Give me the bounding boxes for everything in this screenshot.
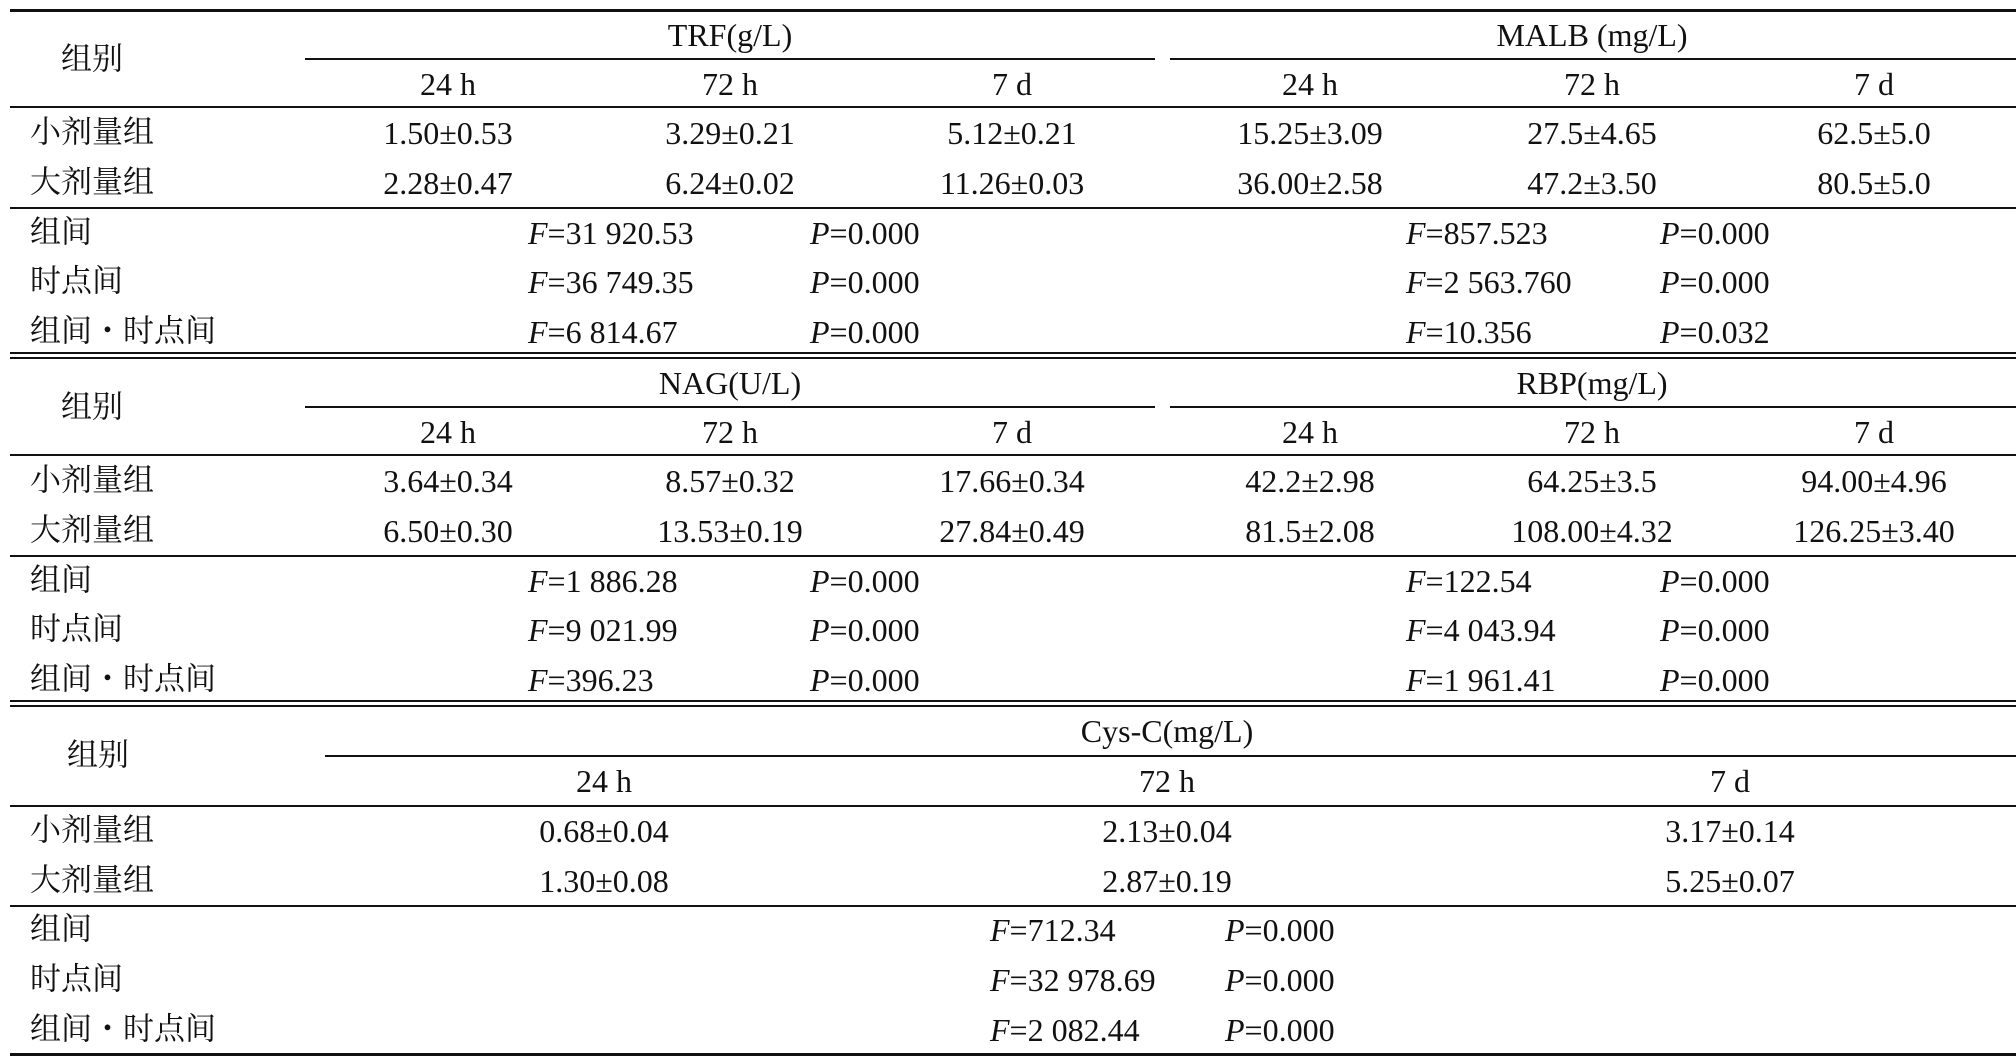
- time-header: 7 d: [1710, 763, 1750, 799]
- equals-sign: =: [547, 215, 566, 251]
- stats-right-f-stat: [1406, 565, 1532, 597]
- f-value: 6 814.67: [565, 314, 678, 350]
- stats-cysc-p-stat: [1225, 914, 1335, 946]
- stats-right-p-stat: [1660, 614, 1770, 646]
- f-symbol: F: [990, 912, 1010, 948]
- stats-cysc-f-stat: [990, 1014, 1140, 1046]
- time-header: 7 d: [1854, 414, 1894, 450]
- stats-left-f-stat: [528, 565, 678, 597]
- f-value: 1 886.28: [565, 563, 678, 599]
- row-label-large-dose: 大剂量组: [30, 164, 154, 201]
- stats-left-f-stat: [528, 217, 694, 249]
- equals-sign: =: [1244, 912, 1263, 948]
- value-cell: 3.64±0.34: [383, 463, 513, 499]
- equals-sign: =: [1009, 912, 1028, 948]
- stats-right-p-stat: [1660, 217, 1770, 249]
- group-header: 组别: [61, 389, 123, 426]
- value-cell: 27.84±0.49: [939, 513, 1085, 549]
- equals-sign: =: [1425, 662, 1444, 698]
- value-cell: 15.25±3.09: [1237, 115, 1383, 151]
- group-header: 组别: [67, 737, 129, 774]
- p-symbol: P: [1660, 264, 1680, 300]
- stats-left-p-stat: [810, 565, 920, 597]
- stats-right-p-stat: [1660, 316, 1770, 348]
- equals-sign: =: [1679, 662, 1698, 698]
- p-symbol: P: [810, 215, 830, 251]
- value-cell: 94.00±4.96: [1801, 463, 1947, 499]
- equals-sign: =: [547, 563, 566, 599]
- p-value: 0.000: [847, 612, 920, 648]
- p-symbol: P: [1225, 1012, 1245, 1048]
- value-cell: 0.68±0.04: [539, 813, 669, 849]
- panel-separator: [10, 705, 2016, 707]
- stats-right-p-stat: [1660, 664, 1770, 696]
- value-cell: 13.53±0.19: [657, 513, 803, 549]
- time-header: 7 d: [992, 414, 1032, 450]
- value-cell: 47.2±3.50: [1527, 165, 1657, 201]
- stats-right-p-stat: [1660, 266, 1770, 298]
- equals-sign: =: [1679, 215, 1698, 251]
- p-symbol: P: [810, 612, 830, 648]
- value-cell: 126.25±3.40: [1793, 513, 1955, 549]
- row-label-small-dose: 小剂量组: [30, 462, 154, 499]
- value-cell: 1.50±0.53: [383, 115, 513, 151]
- stats-left-p-stat: [810, 266, 920, 298]
- equals-sign: =: [547, 264, 566, 300]
- f-symbol: F: [528, 314, 548, 350]
- value-cell: 64.25±3.5: [1527, 463, 1657, 499]
- header-subrule-cysc: [325, 755, 2016, 757]
- stats-left-p-stat: [810, 614, 920, 646]
- f-value: 712.34: [1027, 912, 1116, 948]
- equals-sign: =: [1244, 1012, 1263, 1048]
- p-value: 0.000: [1697, 264, 1770, 300]
- f-symbol: F: [1406, 612, 1426, 648]
- stats-left-f-stat: [528, 266, 694, 298]
- p-value: 0.032: [1697, 314, 1770, 350]
- equals-sign: =: [1425, 563, 1444, 599]
- equals-sign: =: [1679, 612, 1698, 648]
- value-cell: 81.5±2.08: [1245, 513, 1375, 549]
- equals-sign: =: [1244, 962, 1263, 998]
- stats-right-f-stat: [1406, 614, 1556, 646]
- equals-sign: =: [1679, 264, 1698, 300]
- panel-separator: [10, 357, 2016, 359]
- row-label-between-group: 组间: [30, 911, 92, 948]
- header-subrule-left: [305, 58, 1155, 60]
- value-cell: 2.28±0.47: [383, 165, 513, 201]
- p-value: 0.000: [1697, 662, 1770, 698]
- top-rule: [10, 9, 2016, 12]
- equals-sign: =: [547, 612, 566, 648]
- f-value: 10.356: [1443, 314, 1532, 350]
- p-value: 0.000: [1262, 962, 1335, 998]
- p-symbol: P: [1660, 563, 1680, 599]
- f-value: 122.54: [1443, 563, 1532, 599]
- row-label-interaction: 组间・时点间: [30, 313, 216, 350]
- data-bottom-rule: [10, 905, 2016, 907]
- f-symbol: F: [1406, 662, 1426, 698]
- time-header: 24 h: [420, 66, 476, 102]
- value-cell: 6.24±0.02: [665, 165, 795, 201]
- time-header: 72 h: [1564, 414, 1620, 450]
- row-label-between-group: 组间: [30, 214, 92, 251]
- data-bottom-rule: [10, 207, 2016, 209]
- equals-sign: =: [829, 662, 848, 698]
- p-value: 0.000: [1697, 563, 1770, 599]
- p-value: 0.000: [847, 314, 920, 350]
- time-header: 24 h: [1282, 66, 1338, 102]
- group-header: 组别: [61, 41, 123, 78]
- time-header: 7 d: [992, 66, 1032, 102]
- value-cell: 11.26±0.03: [939, 165, 1085, 201]
- value-cell: 36.00±2.58: [1237, 165, 1383, 201]
- equals-sign: =: [1425, 314, 1444, 350]
- value-cell: 17.66±0.34: [939, 463, 1085, 499]
- f-value: 36 749.35: [565, 264, 694, 300]
- f-symbol: F: [528, 612, 548, 648]
- time-header: 24 h: [576, 763, 632, 799]
- measure-header-left: TRF(g/L): [667, 17, 793, 53]
- equals-sign: =: [829, 563, 848, 599]
- value-cell: 8.57±0.32: [665, 463, 795, 499]
- time-header: 72 h: [702, 66, 758, 102]
- stats-right-f-stat: [1406, 266, 1572, 298]
- panel-separator: [10, 352, 2016, 354]
- stats-cysc-p-stat: [1225, 1014, 1335, 1046]
- f-symbol: F: [990, 962, 1010, 998]
- f-value: 9 021.99: [565, 612, 678, 648]
- stats-right-f-stat: [1406, 664, 1556, 696]
- p-symbol: P: [1660, 662, 1680, 698]
- time-header: 24 h: [420, 414, 476, 450]
- p-symbol: P: [1660, 215, 1680, 251]
- time-header: 7 d: [1854, 66, 1894, 102]
- p-value: 0.000: [847, 563, 920, 599]
- f-symbol: F: [990, 1012, 1010, 1048]
- f-symbol: F: [528, 662, 548, 698]
- f-symbol: F: [1406, 563, 1426, 599]
- equals-sign: =: [1009, 1012, 1028, 1048]
- value-cell: 1.30±0.08: [539, 863, 669, 899]
- value-cell: 6.50±0.30: [383, 513, 513, 549]
- f-symbol: F: [528, 563, 548, 599]
- row-label-interaction: 组间・时点间: [30, 1011, 216, 1048]
- f-value: 857.523: [1443, 215, 1548, 251]
- p-value: 0.000: [847, 264, 920, 300]
- f-symbol: F: [1406, 215, 1426, 251]
- row-label-small-dose: 小剂量组: [30, 812, 154, 849]
- stats-left-f-stat: [528, 316, 678, 348]
- header-subrule-left: [305, 406, 1155, 408]
- equals-sign: =: [1425, 264, 1444, 300]
- equals-sign: =: [547, 314, 566, 350]
- p-symbol: P: [810, 264, 830, 300]
- measure-header-right: MALB (mg/L): [1496, 17, 1688, 53]
- equals-sign: =: [1679, 314, 1698, 350]
- time-header: 72 h: [1139, 763, 1195, 799]
- p-value: 0.000: [847, 215, 920, 251]
- value-cell: 2.13±0.04: [1102, 813, 1232, 849]
- time-header: 72 h: [702, 414, 758, 450]
- measure-header-cysc: Cys-C(mg/L): [1080, 713, 1254, 749]
- row-label-between-time: 时点间: [30, 263, 123, 300]
- header-bottom-rule: [10, 454, 2016, 456]
- value-cell: 5.12±0.21: [947, 115, 1077, 151]
- p-value: 0.000: [1262, 1012, 1335, 1048]
- row-label-large-dose: 大剂量组: [30, 512, 154, 549]
- stats-right-p-stat: [1660, 565, 1770, 597]
- stats-cysc-f-stat: [990, 964, 1156, 996]
- value-cell: 42.2±2.98: [1245, 463, 1375, 499]
- equals-sign: =: [1679, 563, 1698, 599]
- p-symbol: P: [1660, 612, 1680, 648]
- p-symbol: P: [1660, 314, 1680, 350]
- row-label-large-dose: 大剂量组: [30, 862, 154, 899]
- equals-sign: =: [1009, 962, 1028, 998]
- f-value: 2 563.760: [1443, 264, 1572, 300]
- p-value: 0.000: [1262, 912, 1335, 948]
- value-cell: 108.00±4.32: [1511, 513, 1673, 549]
- time-header: 72 h: [1564, 66, 1620, 102]
- panel-separator: [10, 700, 2016, 702]
- equals-sign: =: [547, 662, 566, 698]
- f-value: 31 920.53: [565, 215, 694, 251]
- value-cell: 27.5±4.65: [1527, 115, 1657, 151]
- p-symbol: P: [810, 662, 830, 698]
- p-value: 0.000: [1697, 215, 1770, 251]
- value-cell: 62.5±5.0: [1817, 115, 1931, 151]
- equals-sign: =: [829, 612, 848, 648]
- equals-sign: =: [829, 314, 848, 350]
- row-label-interaction: 组间・时点间: [30, 661, 216, 698]
- equals-sign: =: [829, 215, 848, 251]
- p-symbol: P: [810, 314, 830, 350]
- f-value: 32 978.69: [1027, 962, 1156, 998]
- value-cell: 80.5±5.0: [1817, 165, 1931, 201]
- stats-cysc-p-stat: [1225, 964, 1335, 996]
- stats-right-f-stat: [1406, 316, 1532, 348]
- p-symbol: P: [1225, 962, 1245, 998]
- p-symbol: P: [810, 563, 830, 599]
- stats-left-p-stat: [810, 664, 920, 696]
- f-value: 4 043.94: [1443, 612, 1556, 648]
- value-cell: 2.87±0.19: [1102, 863, 1232, 899]
- header-subrule-right: [1170, 58, 2016, 60]
- equals-sign: =: [1425, 215, 1444, 251]
- f-value: 2 082.44: [1027, 1012, 1140, 1048]
- equals-sign: =: [829, 264, 848, 300]
- value-cell: 5.25±0.07: [1665, 863, 1795, 899]
- f-symbol: F: [1406, 314, 1426, 350]
- stats-cysc-f-stat: [990, 914, 1116, 946]
- stats-left-p-stat: [810, 217, 920, 249]
- header-subrule-right: [1170, 406, 2016, 408]
- header-bottom-rule: [10, 106, 2016, 108]
- measure-header-left: NAG(U/L): [658, 365, 802, 401]
- f-symbol: F: [1406, 264, 1426, 300]
- stats-left-f-stat: [528, 664, 654, 696]
- p-value: 0.000: [1697, 612, 1770, 648]
- row-label-between-time: 时点间: [30, 961, 123, 998]
- time-header: 24 h: [1282, 414, 1338, 450]
- equals-sign: =: [1425, 612, 1444, 648]
- value-cell: 3.17±0.14: [1665, 813, 1795, 849]
- f-symbol: F: [528, 264, 548, 300]
- p-value: 0.000: [847, 662, 920, 698]
- f-value: 396.23: [565, 662, 654, 698]
- stats-left-p-stat: [810, 316, 920, 348]
- data-bottom-rule: [10, 555, 2016, 557]
- stats-left-f-stat: [528, 614, 678, 646]
- measure-header-right: RBP(mg/L): [1516, 365, 1668, 401]
- header-bottom-rule: [10, 805, 2016, 807]
- value-cell: 3.29±0.21: [665, 115, 795, 151]
- row-label-between-time: 时点间: [30, 611, 123, 648]
- f-symbol: F: [528, 215, 548, 251]
- p-symbol: P: [1225, 912, 1245, 948]
- f-value: 1 961.41: [1443, 662, 1556, 698]
- stats-right-f-stat: [1406, 217, 1548, 249]
- row-label-small-dose: 小剂量组: [30, 114, 154, 151]
- row-label-between-group: 组间: [30, 562, 92, 599]
